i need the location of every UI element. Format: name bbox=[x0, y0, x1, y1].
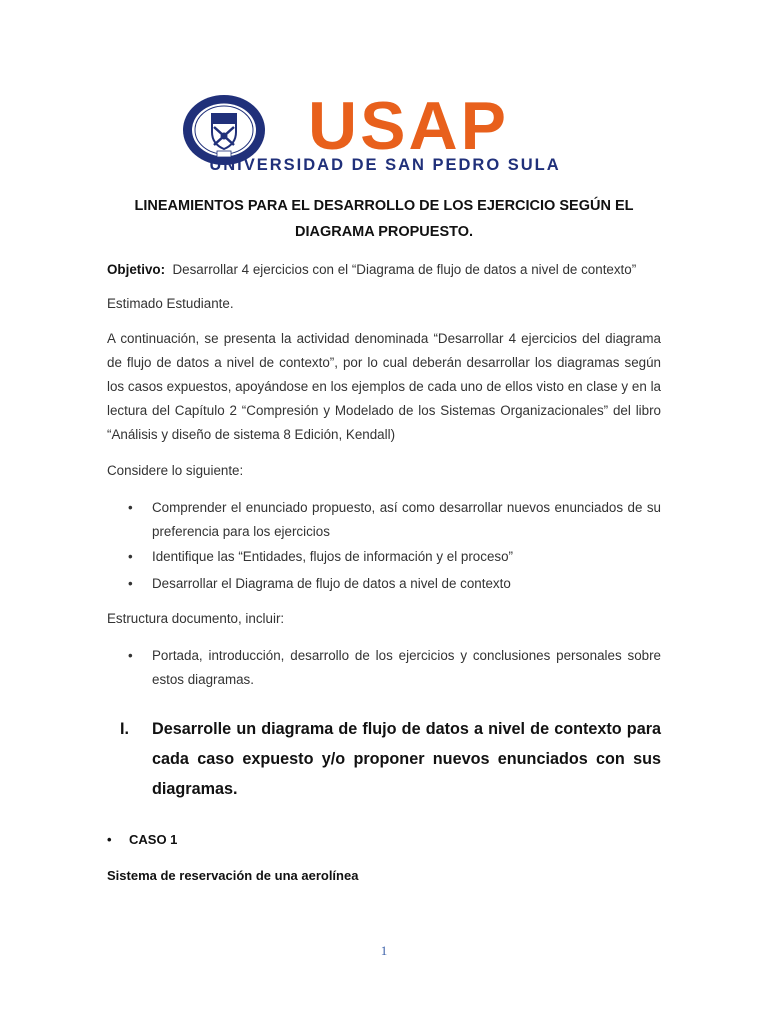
page-number: 1 bbox=[380, 943, 388, 958]
section-heading bbox=[120, 714, 661, 804]
list-item: • Desarrollar el Diagrama de flujo de datos a nivel de contexto bbox=[128, 572, 661, 596]
list-item: • Comprender el enunciado propuesto, así como desarrollar nuevos enunciados de su preferencia para los ejercicios bbox=[128, 496, 661, 544]
section-number: I. bbox=[120, 720, 129, 738]
university-name: UNIVERSIDAD DE SAN PEDRO SULA bbox=[209, 156, 561, 174]
document-title-line2: DIAGRAMA PROPUESTO. bbox=[294, 224, 474, 240]
objective-text: Desarrollar 4 ejercicios con el “Diagrama de flujo de datos a nivel de contexto” bbox=[172, 262, 637, 277]
section-text: Desarrolle un diagrama de flujo de datos a nivel de contexto para cada caso expuesto y/o proponer nuevos enunciados con sus diagramas. bbox=[152, 720, 661, 798]
list-item: • Identifique las “Entidades, flujos de información y el proceso” bbox=[128, 545, 661, 569]
case-label: • CASO 1 bbox=[107, 832, 178, 847]
objective-paragraph bbox=[107, 258, 661, 282]
bullet-icon: • bbox=[128, 576, 133, 591]
bullet-icon: • bbox=[107, 832, 112, 847]
objective-label: Objetivo: bbox=[107, 262, 166, 277]
intro-paragraph: A continuación, se presenta la actividad denominada “Desarrollar 4 ejercicios del diagrama de flujo de datos a nivel de contexto”, por lo cual deberán desarrollar los diagramas según los casos expuestos, apoyándose en los ejemplos de cada uno de ellos visto en clase y en la lectura del Capítulo 2 “Compresión y Modelado de los Sistemas Organizacionales” del libro “Análisis y diseño de sistema 8 Edición, Kendall) bbox=[107, 331, 661, 442]
consider-heading: Considere lo siguiente: bbox=[107, 463, 244, 478]
greeting: Estimado Estudiante. bbox=[107, 296, 234, 311]
structure-heading: Estructura documento, incluir: bbox=[107, 611, 285, 626]
bullet-icon: • bbox=[128, 648, 133, 663]
list-item: • Portada, introducción, desarrollo de los ejercicios y conclusiones personales sobre estos diagramas. bbox=[128, 644, 661, 692]
case-subtitle: Sistema de reservación de una aerolínea bbox=[107, 868, 359, 883]
document-title-line1: LINEAMIENTOS PARA EL DESARROLLO DE LOS EJERCICIO SEGÚN EL bbox=[134, 198, 634, 214]
bullet-icon: • bbox=[128, 549, 133, 564]
brand-wordmark: USAP bbox=[308, 88, 509, 164]
university-logo bbox=[180, 88, 590, 178]
bullet-icon: • bbox=[128, 500, 133, 515]
